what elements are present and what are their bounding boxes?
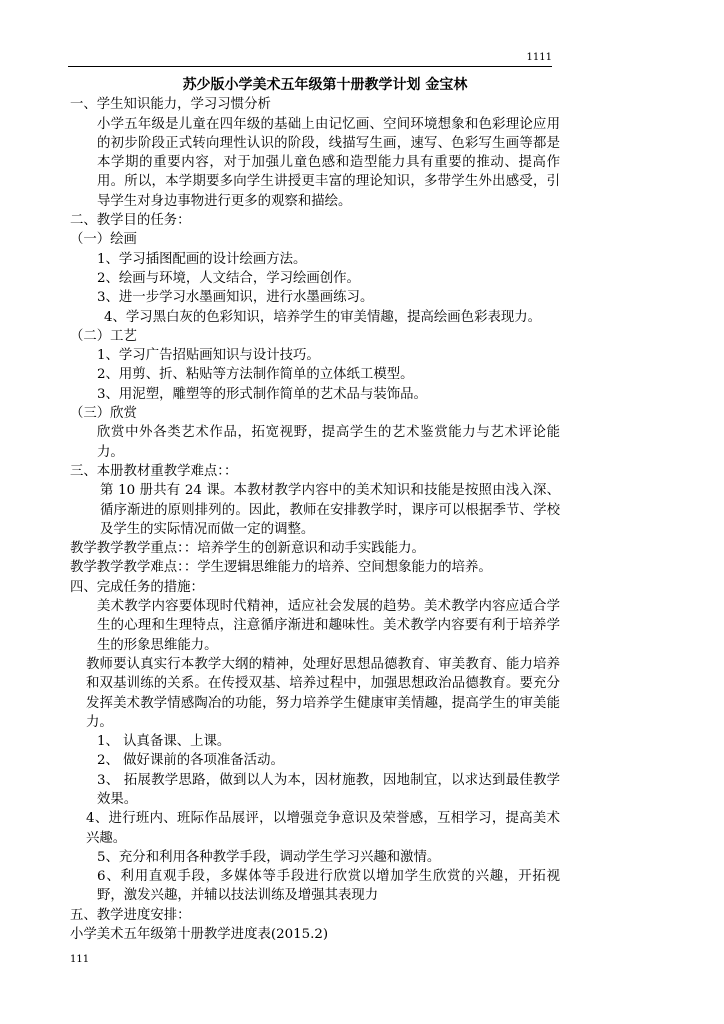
paragraph-textbook: 第 10 册共有 24 课。本教材教学内容中的美术知识和技能是按照由浅入深、循序渐进的原则排列的。因此，教师在安排教学时，课序可以根据季节、学校及学生的实际情况而做一定的调整。 xyxy=(100,483,560,537)
list-item: 1、学习广告招贴画知识与设计技巧。 xyxy=(97,348,320,364)
header-page-number: 1111 xyxy=(526,52,552,63)
list-item: 3、进一步学习水墨画知识，进行水墨画练习。 xyxy=(97,290,374,306)
list-item: 2、绘画与环境，人文结合，学习绘画创作。 xyxy=(97,270,360,286)
list-item: 4、学习黑白灰的色彩知识，培养学生的审美情趣，提高绘画色彩表现力。 xyxy=(104,309,542,325)
section-heading-3: 三、本册教材重教学难点：： xyxy=(70,463,238,479)
schedule-table-caption: 小学美术五年级第十册教学进度表(2015.2) xyxy=(70,927,329,943)
header-rule xyxy=(68,66,552,67)
section-heading-2: 二、教学目的任务： xyxy=(70,213,191,229)
paragraph-measures: 美术教学内容要体现时代精神，适应社会发展的趋势。美术教学内容应适合学生的心理和生理特点，注意循序渐进和趣味性。美术教学内容要有利于培养学生的形象思维能力。 xyxy=(97,599,560,653)
paragraph-appreciation: 欣赏中外各类艺术作品，拓宽视野，提高学生的艺术鉴赏能力与艺术评论能力。 xyxy=(97,425,560,460)
list-item: 5、充分和利用各种教学手段，调动学生学习兴趣和激情。 xyxy=(97,849,441,865)
subheading-painting: （一）绘画 xyxy=(70,232,137,248)
subheading-appreciation: （三）欣赏 xyxy=(70,406,137,422)
list-item: 6、利用直观手段，多媒体等手段进行欣赏以增加学生欣赏的兴趣，开拓视野，激发兴趣，并辅以技法训练及增强其表现力 xyxy=(97,869,560,904)
section-heading-5: 五、教学进度安排： xyxy=(70,907,191,923)
paragraph-teacher-requirements: 教师要认真实行本教学大纲的精神，处理好思想品德教育、审美教育、能力培养和双基训练的关系。在传授双基、培养过程中，加强思想政治品德教育。要充分发挥美术教学情感陶冶的功能，努力培养学生健康审美情趣，提高学生的审美能力。 xyxy=(86,656,560,730)
list-item: 3、 拓展教学思路，做到以人为本，因材施教，因地制宜，以求达到最佳教学效果。 xyxy=(97,772,560,807)
subheading-craft: （二）工艺 xyxy=(70,328,137,344)
paragraph-student-analysis: 小学五年级是儿童在四年级的基础上由记忆画、空间环境想象和色彩理论应用的初步阶段正式转向理性认识的阶段，线描写生画，速写、色彩写生画等都是本学期的重要内容，对于加强儿童色感和造型能力具有重要的推动、提高作用。所以，本学期要多向学生讲授更丰富的理论知识，多带学生外出感受，引导学生对身边事物进行更多的观察和描绘。 xyxy=(97,116,560,209)
list-item: 1、学习插图配画的设计绘画方法。 xyxy=(97,251,307,267)
list-item: 2、用剪、折、粘贴等方法制作简单的立体纸工模型。 xyxy=(97,367,414,383)
list-item: 3、用泥塑，雕塑等的形式制作简单的艺术品与装饰品。 xyxy=(97,386,427,402)
section-heading-4: 四、完成任务的措施： xyxy=(70,579,204,595)
document-title: 苏少版小学美术五年级第十册教学计划 金宝林 xyxy=(182,77,468,93)
list-item: 4、进行班内、班际作品展评，以增强竞争意识及荣誉感，互相学习，提高美术兴趣。 xyxy=(86,811,560,846)
teaching-key-points: 教学教学教学重点：：培养学生的创新意识和动手实践能力。 xyxy=(70,541,425,557)
document-body xyxy=(70,76,560,944)
section-heading-1: 一、学生知识能力，学习习惯分析 xyxy=(70,97,271,113)
list-item: 2、 做好课前的各项准备活动。 xyxy=(97,753,284,769)
list-item: 1、 认真备课、上课。 xyxy=(97,734,231,750)
footer-page-number: 111 xyxy=(70,954,90,965)
teaching-difficulties: 教学教学教学难点：：学生逻辑思维能力的培养、空间想象能力的培养。 xyxy=(70,560,492,576)
